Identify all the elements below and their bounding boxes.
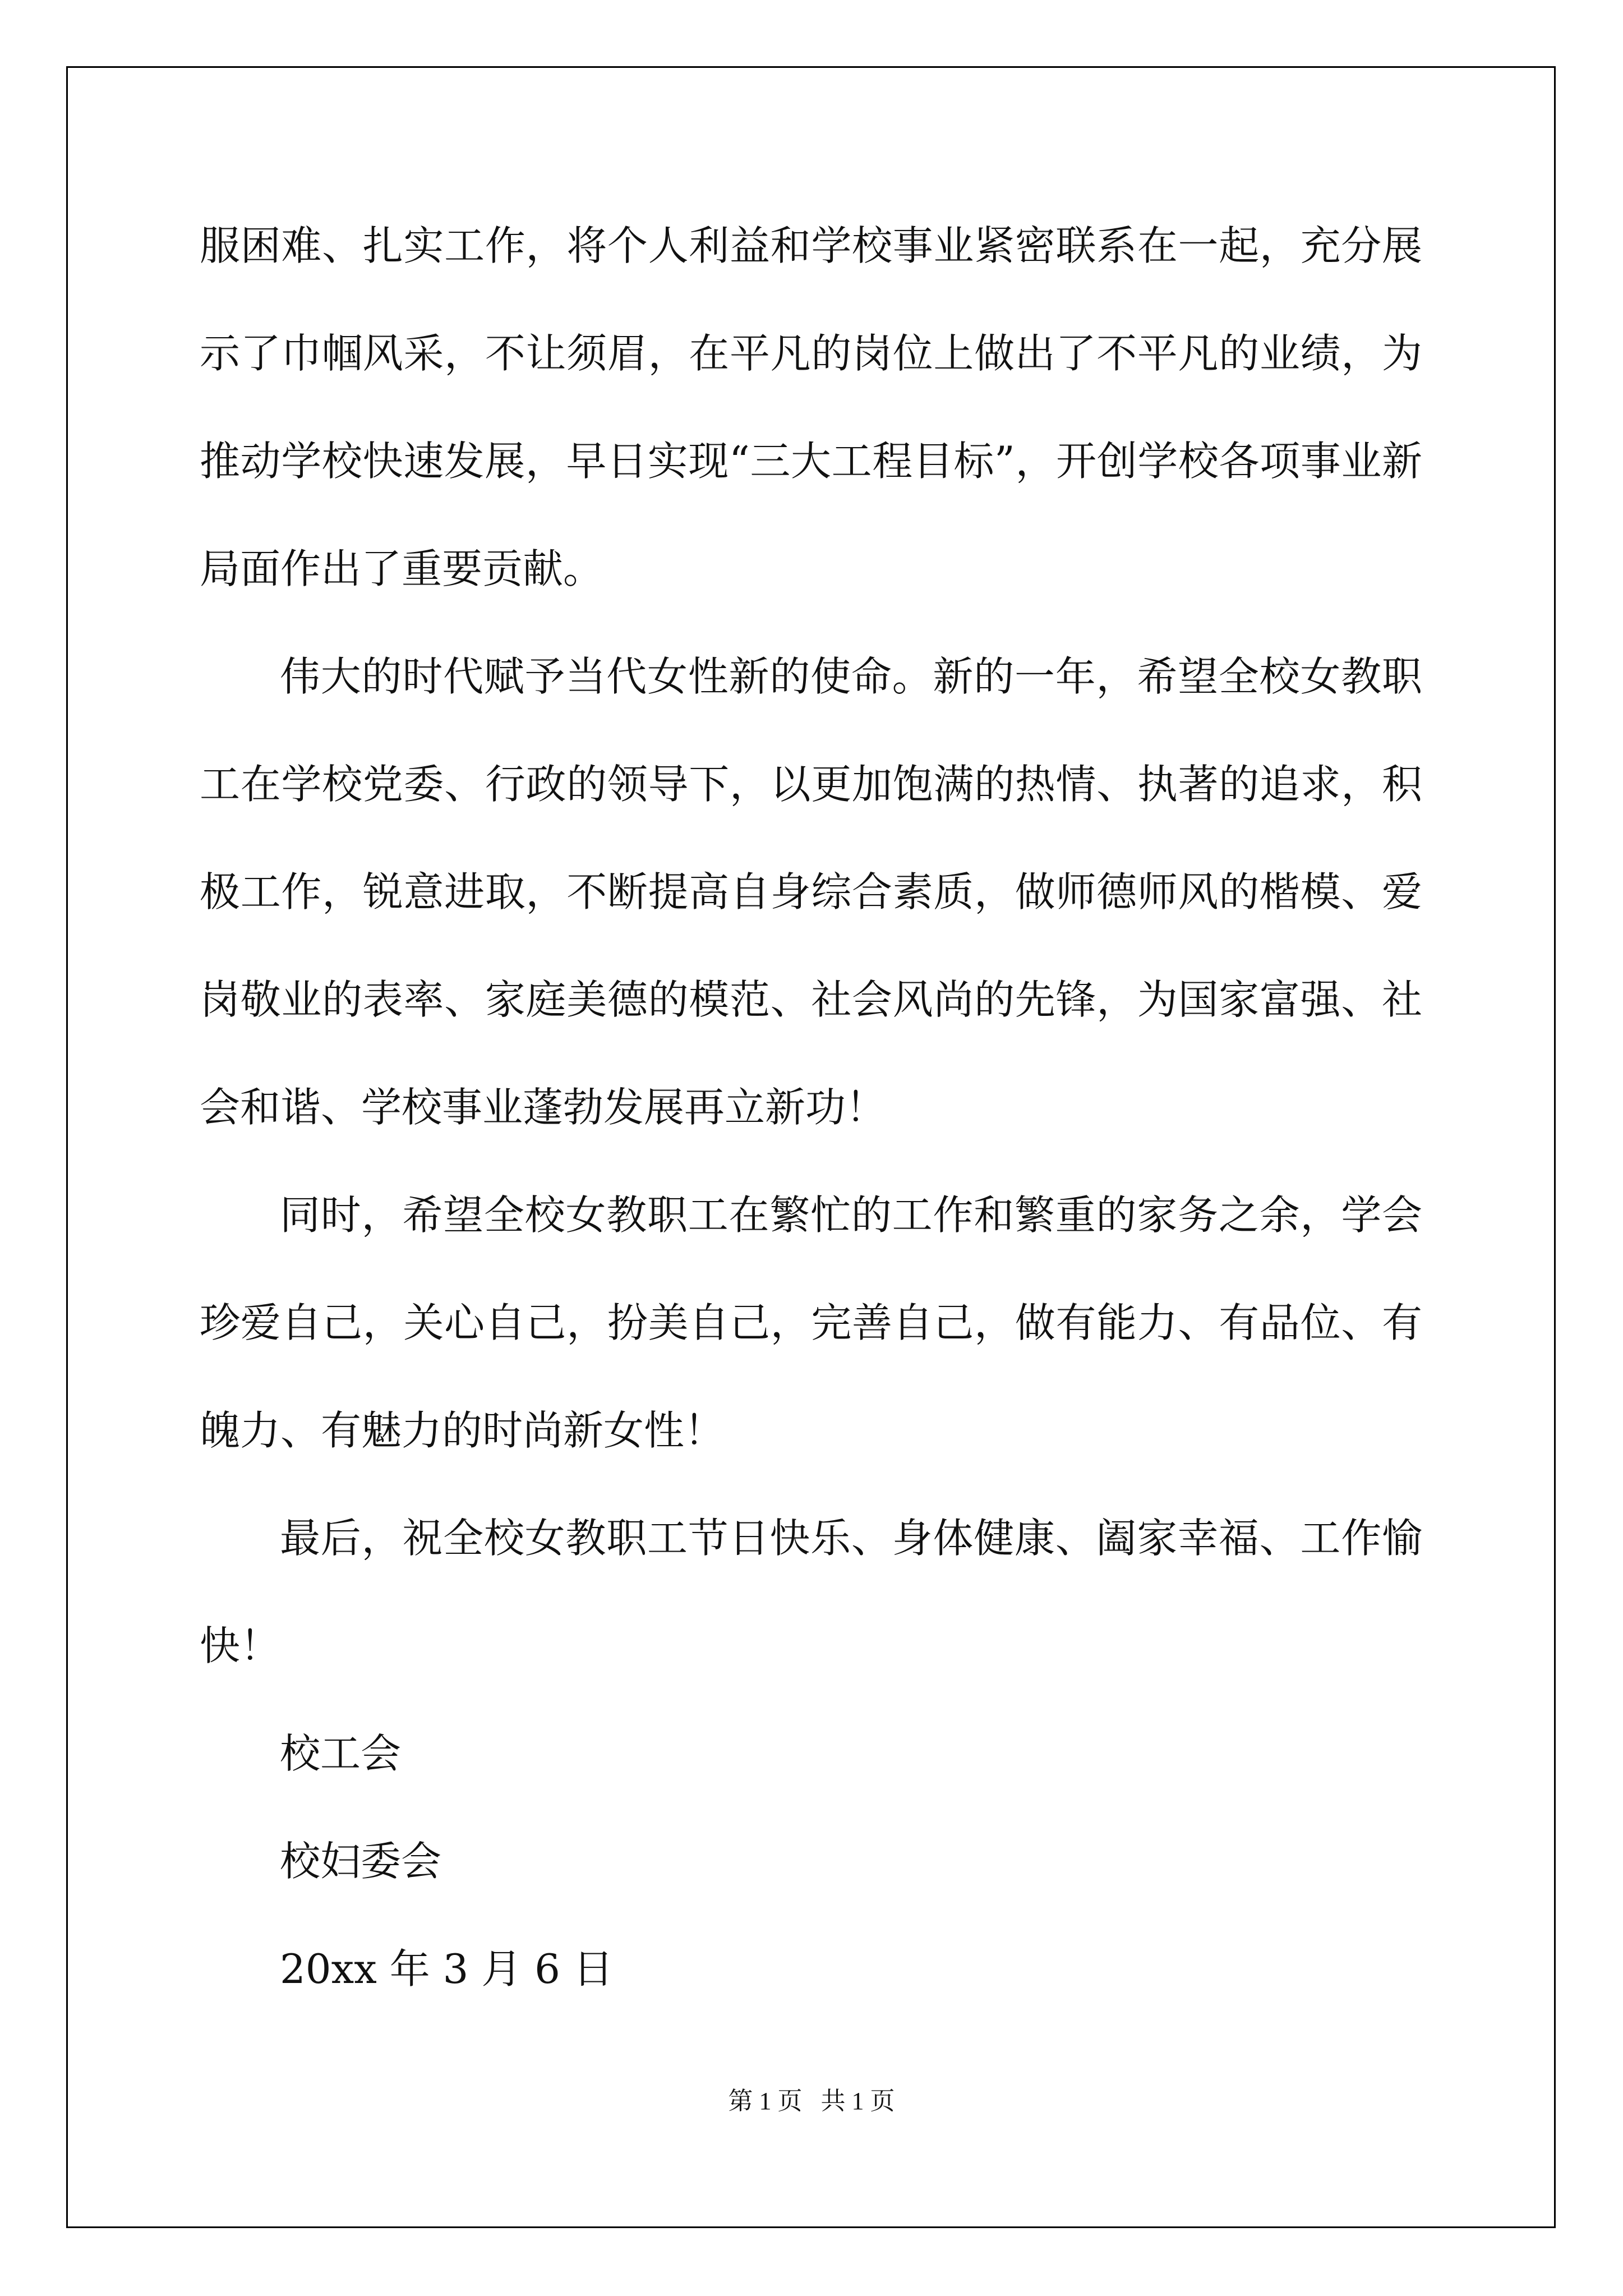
page-number-footer: 第 1 页 共 1 页: [728, 2087, 895, 2115]
paragraph-1-line-4: 局面作出了重要贡献。: [200, 545, 604, 592]
paragraph-4-line-2: 快！: [200, 1622, 281, 1669]
paragraph-4-line-1: 最后，祝全校女教职工节日快乐、身体健康、阖家幸福、工作愉: [280, 1515, 1422, 1562]
paragraph-2-line-3: 极工作，锐意进取，不断提高自身综合素质，做师德师风的楷模、爱: [200, 868, 1422, 915]
signoff-date: 20xx 年 3 月 6 日: [280, 1945, 614, 1993]
paragraph-2-line-4: 岗敬业的表率、家庭美德的模范、社会风尚的先锋，为国家富强、社: [200, 976, 1422, 1023]
paragraph-3-line-1: 同时，希望全校女教职工在繁忙的工作和繁重的家务之余，学会: [280, 1191, 1422, 1239]
paragraph-2-line-1: 伟大的时代赋予当代女性新的使命。新的一年，希望全校女教职: [280, 653, 1422, 700]
signoff-union: 校工会: [280, 1730, 402, 1777]
paragraph-2-line-2: 工在学校党委、行政的领导下，以更加饱满的热情、执著的追求，积: [200, 761, 1422, 808]
page-border: [66, 66, 1556, 2228]
paragraph-3-line-2: 珍爱自己，关心自己，扮美自己，完善自己，做有能力、有品位、有: [200, 1299, 1422, 1346]
paragraph-1-line-1: 服困难、扎实工作，将个人利益和学校事业紧密联系在一起，充分展: [200, 222, 1422, 269]
paragraph-1-line-2: 示了巾帼风采，不让须眉，在平凡的岗位上做出了不平凡的业绩，为: [200, 330, 1422, 377]
paragraph-3-line-3: 魄力、有魅力的时尚新女性！: [200, 1407, 725, 1454]
paragraph-1-line-3: 推动学校快速发展，早日实现“三大工程目标”，开创学校各项事业新: [200, 438, 1422, 485]
paragraph-2-line-5: 会和谐、学校事业蓬勃发展再立新功！: [200, 1084, 887, 1131]
signoff-women-committee: 校妇委会: [280, 1838, 442, 1885]
